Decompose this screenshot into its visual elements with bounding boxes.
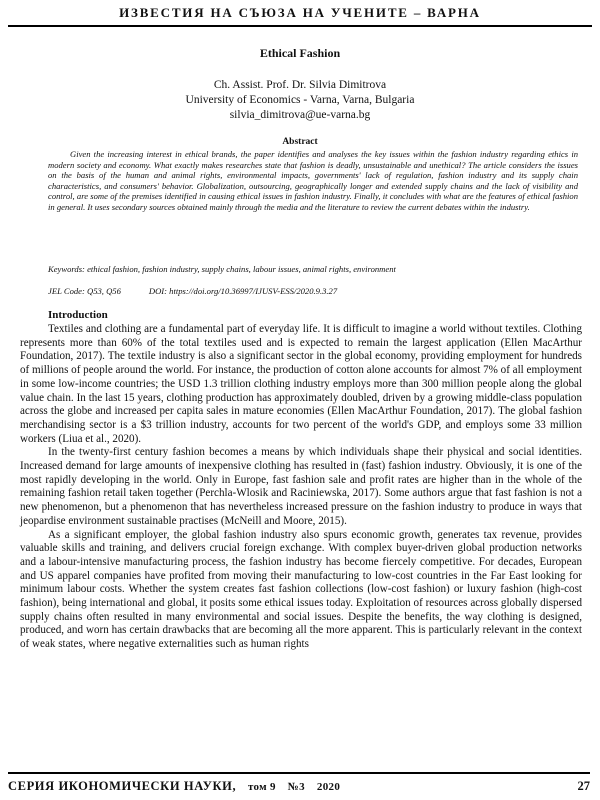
jel-doi-line <box>48 286 588 296</box>
author-block <box>0 78 600 123</box>
page-footer <box>8 772 590 796</box>
page-number: 27 <box>577 779 590 793</box>
author-affiliation: University of Economics - Varna, Varna, Bulgaria <box>185 94 415 106</box>
author-name: Ch. Assist. Prof. Dr. Silvia Dimitrova <box>213 79 387 91</box>
author-email: silvia_dimitrova@ue-varna.bg <box>229 109 371 121</box>
section-heading-introduction: Introduction <box>48 309 108 321</box>
introduction-body <box>20 323 582 652</box>
running-header: ИЗВЕСТИЯ НА СЪЮЗА НА УЧЕНИТЕ – ВАРНА <box>8 3 592 27</box>
footer-series-info <box>8 776 352 797</box>
article-title: Ethical Fashion <box>259 46 341 60</box>
footer-year: 2020 <box>316 781 341 793</box>
footer-issue <box>248 781 352 793</box>
body-paragraph: In the twenty-first century fashion becomes a means by which individuals shape their physical and social identities. Increased demand for large amounts of inexpensive clothing has resulted in (fast) fashion industry. Obviously, it is one of the most rapidly developing in the world. Only in Europe, fast fashion sale and profit rates are higher than in the whole of the remaining fashion retail taken together (Perchla-Wlosik and Raciniewska, 2017). Some authors argue that fast fashion is not a new phenomenon, but a phenomenon that has nevertheless increased pressure on the fashion industry to produce in ways that jeopardise environment sustainable practises (McNeill and Moore, 2015). <box>20 446 582 527</box>
doi-text: DOI: https://doi.org/10.36997/IJUSV-ESS/2020.9.3.27 <box>148 286 338 296</box>
keywords-line: Keywords: ethical fashion, fashion industry, supply chains, labour issues, animal rights, environment <box>48 264 396 274</box>
footer-volume: том 9 <box>247 781 276 793</box>
footer-number: №3 <box>287 781 305 793</box>
body-paragraph: Textiles and clothing are a fundamental part of everyday life. It is difficult to imagine a world without textiles. Clothing represents more than 60% of the total textiles used and is expected to remain the largest application (Ellen MacArthur Foundation, 2017). The textile industry is also a significant sector in the global economy, providing employment for hundreds of millions of people around the world. For instance, the production of cotton alone accounts for almost 7% of all employment in some low-income countries; the USD 1.3 trillion clothing industry employs more than 300 million people along the global value chain. In the last 15 years, clothing production has approximately doubled, driven by a growing middle-class population across the globe and increased per capita sales in mature economies (Ellen MacArthur Foundation, 2017). The global fashion merchandising sector is a $3 trillion industry, accounts for two percent of the world's GDP, and employs some 33 million workers (Liua et al., 2020). <box>20 323 582 445</box>
abstract-heading: Abstract <box>282 137 318 147</box>
jel-codes: JEL Code: Q53, Q56 <box>48 286 121 296</box>
body-paragraph: As a significant employer, the global fashion industry also spurs economic growth, generates tax revenue, provides valuable skills and training, and delivers crucial foreign exchange. With complex buyer-driven global production networks and a labour-intensive manufacturing process, the fashion industry has become fiercely competitive. For decades, European and US apparel companies have profited from moving their manufacturing to low-cost countries in the Far East looking for minimum labour costs. Whether the system creates fast fashion collections (low-cost fashion) or luxury fashion (high-cost fashion), being international and global, it posits some ethical issues today. Exploitation of resources across globally dispersed supply chains often resulted in many environmental and social issues. Despite the benefits, the way clothing is designed, produced, and worn has certain drawbacks that are becoming all the more apparent. This is particularly relevant in the context of weak states, where negative externalities such as human rights <box>20 528 582 651</box>
footer-series: СЕРИЯ ИКОНОМИЧЕСКИ НАУКИ, <box>8 779 237 793</box>
abstract-text: Given the increasing interest in ethical brands, the paper identifies and analyses the key issues within the fashion industry regarding ethics in modern society and economy. What exactly makes researches state that fashion is deadly, unsustainable and unethical? The article considers the issues on the basis of the human and animal rights, environmental impacts, governments' lack of regulation, fashion industry and its supply chain characteristics, and consumers' behavior. Globalization, outsourcing, geographically longer and extended supply chains and the lack of visibility and control, are some of the premises identified in causing ethical issues in fashion industry. Finally, it concludes with what are the features of ethical fashion in general. It uses secondary sources obtained mainly through the media and the literature to review the current debates within the industry. <box>48 149 578 212</box>
